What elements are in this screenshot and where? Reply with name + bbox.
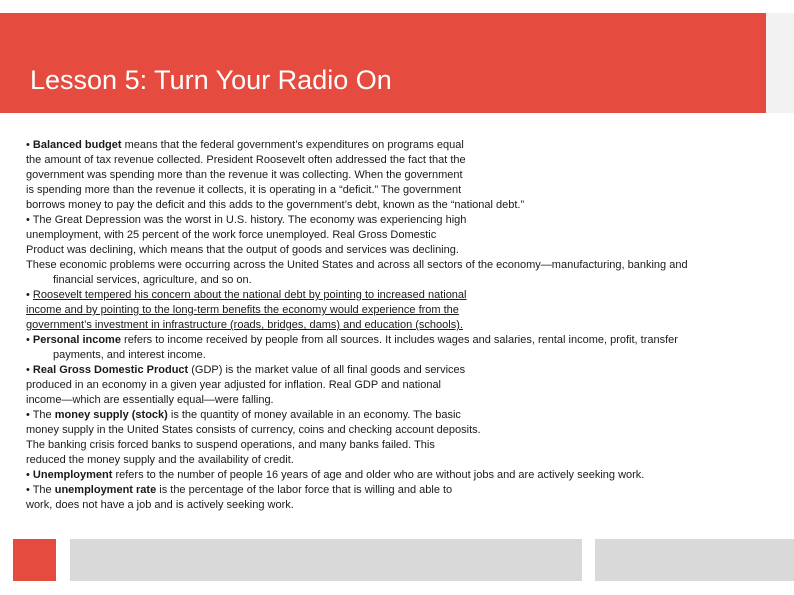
text: produced in an economy in a given year adjusted for inflation. Real GDP and national (26, 379, 442, 391)
text-line-continued (26, 273, 756, 288)
text: is spending more than the revenue it collects, it is operating in a “deficit.” The government (26, 184, 462, 196)
text: money supply in the United States consists of currency, coins and checking account deposits. (26, 424, 481, 436)
footer-accent-block (13, 539, 56, 581)
text: refers to the number of people 16 years of age and older who are without jobs and are actively seeking work. (112, 469, 645, 481)
text: refers to income received by people from all sources. It includes wages and salaries, rental income, profit, transfer (120, 334, 678, 346)
text: unemployment, with 25 percent of the work force unemployed. Real Gross Domestic (26, 229, 437, 241)
text-line (26, 258, 756, 273)
text-line (26, 498, 756, 513)
text-line (26, 408, 756, 423)
text-line (26, 288, 756, 303)
text-line (26, 138, 756, 153)
text: borrows money to pay the deficit and this adds to the government’s debt, known as the “national debt.” (26, 199, 525, 211)
text-line (26, 378, 756, 393)
text-line (26, 423, 756, 438)
text: means that the federal government’s expenditures on programs equal (121, 139, 464, 151)
text: (GDP) is the market value of all final goods and services (188, 364, 466, 376)
text: is the percentage of the labor force that is willing and able to (156, 484, 453, 496)
text: income—which are essentially equal—were falling. (26, 394, 274, 406)
bullet: • The (26, 484, 55, 496)
text-line (26, 438, 756, 453)
title-bar (0, 13, 766, 113)
bullet: • (26, 364, 33, 376)
term-personal-income: Personal income (32, 334, 121, 346)
text-line (26, 198, 756, 213)
term-unemployment: Unemployment (32, 469, 113, 481)
footer-bar (70, 539, 582, 581)
bullet: • (26, 334, 33, 346)
slide-title: Lesson 5: Turn Your Radio On (30, 65, 392, 95)
text-line (26, 393, 756, 408)
text-line (26, 453, 756, 468)
text: government was spending more than the revenue it was collecting. When the government (26, 169, 463, 181)
text-line (26, 468, 756, 483)
text-line (26, 243, 756, 258)
slide-body (26, 138, 756, 513)
underlined-text: income and by pointing to the long-term benefits the economy would experience from the (26, 304, 459, 316)
text-line (26, 228, 756, 243)
text: • The Great Depression was the worst in U.S. history. The economy was experiencing high (26, 214, 467, 226)
text-line-continued (26, 348, 756, 363)
bullet: • (26, 289, 33, 301)
term-money-supply: money supply (stock) (54, 409, 168, 421)
term-real-gdp: Real Gross Domestic Product (32, 364, 189, 376)
term-unemployment-rate: unemployment rate (54, 484, 157, 496)
text: is the quantity of money available in an economy. The basic (167, 409, 461, 421)
bullet: • (26, 469, 33, 481)
footer-bar-right (595, 539, 794, 581)
bullet: • (26, 139, 33, 151)
text: These economic problems were occurring across the United States and across all sectors of the economy—manufacturing, banking and (26, 259, 688, 271)
underlined-text: Roosevelt tempered his concern about the national debt by pointing to increased national (32, 289, 467, 301)
text-line (26, 483, 756, 498)
text: Product was declining, which means that the output of goods and services was declining. (26, 244, 459, 256)
text-line (26, 303, 756, 318)
text: reduced the money supply and the availability of credit. (26, 454, 294, 466)
text: payments, and interest income. (53, 349, 206, 361)
title-bar-edge (766, 13, 794, 113)
text-line (26, 363, 756, 378)
text: financial services, agriculture, and so on. (53, 274, 252, 286)
text: The banking crisis forced banks to suspend operations, and many banks failed. This (26, 439, 435, 451)
text: the amount of tax revenue collected. President Roosevelt often addressed the fact that the (26, 154, 466, 166)
text-line (26, 153, 756, 168)
text-line (26, 168, 756, 183)
term-balanced-budget: Balanced budget (32, 139, 122, 151)
text-line (26, 333, 756, 348)
text-line (26, 213, 756, 228)
text-line (26, 183, 756, 198)
underlined-text: government’s investment in infrastructure (roads, bridges, dams) and education (schools). (26, 319, 463, 331)
text: work, does not have a job and is actively seeking work. (26, 499, 294, 511)
bullet: • The (26, 409, 55, 421)
text-line (26, 318, 756, 333)
